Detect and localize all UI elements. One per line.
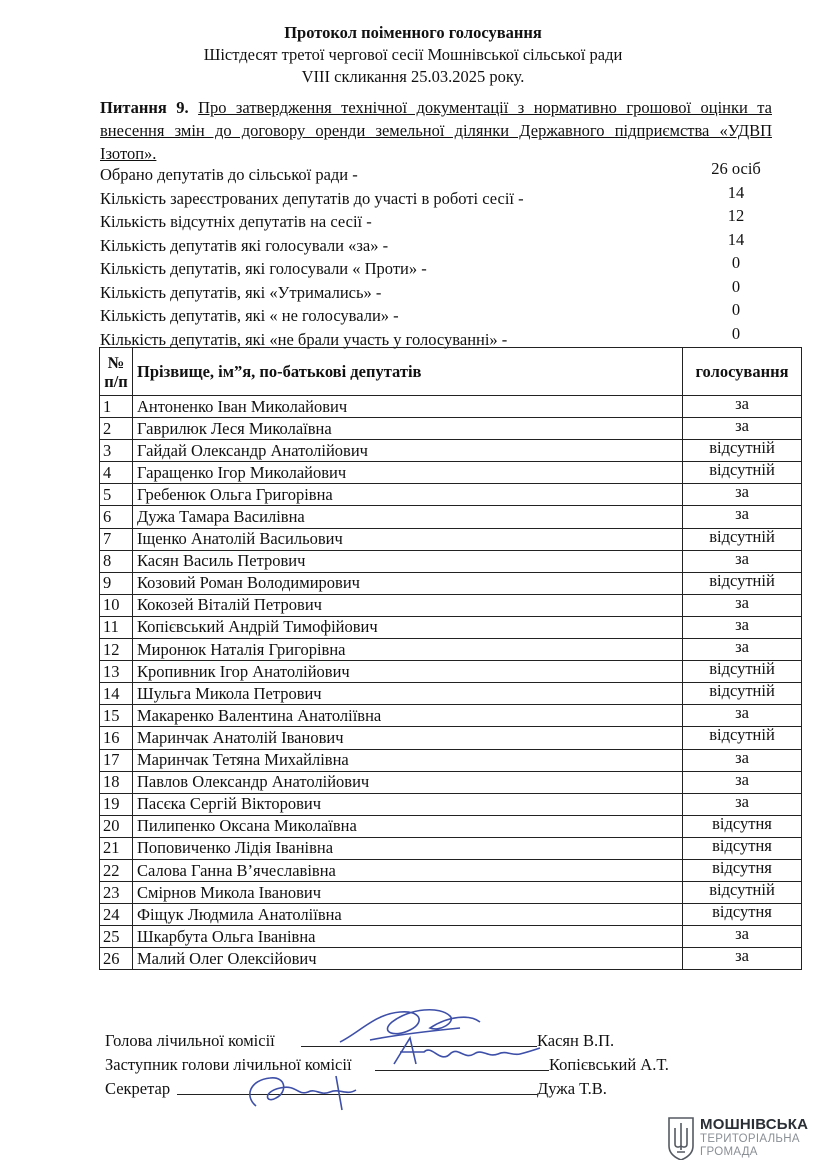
deputy-vote: за bbox=[683, 639, 802, 661]
deputy-name: Козовий Роман Володимирович bbox=[133, 572, 683, 594]
deputy-number: 22 bbox=[100, 859, 133, 881]
deputy-number: 16 bbox=[100, 727, 133, 749]
stat-value: 0 bbox=[731, 300, 741, 319]
signature-role: Голова лічильної комісії bbox=[105, 1031, 275, 1050]
deputy-name: Гаращенко Ігор Миколайович bbox=[133, 462, 683, 484]
table-row bbox=[100, 661, 802, 683]
trident-emblem-icon bbox=[666, 1116, 696, 1160]
table-row bbox=[100, 639, 802, 661]
table-row bbox=[100, 948, 802, 970]
deputy-vote: за bbox=[683, 948, 802, 970]
deputy-name: Миронюк Наталія Григорівна bbox=[133, 639, 683, 661]
table-body bbox=[100, 396, 802, 970]
stat-value: 26 осіб bbox=[711, 159, 761, 178]
stat-label: Кількість депутатів, які голосували « Проти» - bbox=[100, 259, 427, 278]
deputy-number: 8 bbox=[100, 550, 133, 572]
question-text: Про затвердження технічної документації з нормативно грошової оцінки та внесення змін до договору оренди земельної ділянки Державного підприємства «УДВП Ізотоп». bbox=[100, 98, 772, 163]
deputy-number: 23 bbox=[100, 882, 133, 904]
deputy-vote: за bbox=[683, 484, 802, 506]
deputy-name: Іщенко Анатолій Васильович bbox=[133, 528, 683, 550]
stat-row bbox=[100, 253, 800, 281]
deputy-number: 26 bbox=[100, 948, 133, 970]
table-row bbox=[100, 793, 802, 815]
deputy-number: 25 bbox=[100, 926, 133, 948]
number-header-line1: № bbox=[107, 352, 125, 372]
deputy-number: 6 bbox=[100, 506, 133, 528]
table-row bbox=[100, 506, 802, 528]
deputy-vote: за bbox=[683, 594, 802, 616]
deputy-number: 24 bbox=[100, 904, 133, 926]
deputy-vote: відсутня bbox=[683, 815, 802, 837]
table-row bbox=[100, 926, 802, 948]
name-column-header: Прізвище, ім”я, по-батькові депутатів bbox=[133, 348, 683, 396]
deputy-number: 2 bbox=[100, 418, 133, 440]
vote-statistics bbox=[100, 159, 800, 351]
deputy-name: Маринчак Тетяна Михайлівна bbox=[133, 749, 683, 771]
stat-label: Кількість депутатів які голосували «за» - bbox=[100, 235, 389, 255]
table-row bbox=[100, 528, 802, 550]
convocation-date-line: VIII скликання 25.03.2025 року. bbox=[301, 67, 525, 86]
deputy-vote: відсутній bbox=[683, 661, 802, 683]
deputy-name: Пилипенко Оксана Миколаївна bbox=[133, 815, 683, 837]
deputy-number: 18 bbox=[100, 771, 133, 793]
deputy-vote: відсутній bbox=[683, 462, 802, 484]
deputy-name: Маринчак Анатолій Іванович bbox=[133, 727, 683, 749]
deputy-name: Малий Олег Олексійович bbox=[133, 948, 683, 970]
document-title: Протокол поіменного голосування bbox=[284, 23, 542, 42]
stat-value: 14 bbox=[727, 182, 745, 202]
table-row bbox=[100, 837, 802, 859]
table-row bbox=[100, 904, 802, 926]
deputy-vote: за bbox=[683, 506, 802, 528]
table-row bbox=[100, 683, 802, 705]
deputy-name: Смірнов Микола Іванович bbox=[133, 882, 683, 904]
table-row bbox=[100, 749, 802, 771]
table-row bbox=[100, 727, 802, 749]
question-number: Питання 9. bbox=[100, 98, 189, 117]
table-row bbox=[100, 418, 802, 440]
stat-row bbox=[100, 206, 800, 234]
deputy-vote: за bbox=[683, 771, 802, 793]
deputy-vote: відсутній bbox=[683, 882, 802, 904]
deputy-vote: відсутній bbox=[683, 727, 802, 749]
deputy-vote: за bbox=[683, 749, 802, 771]
deputy-name: Гаврилюк Леся Миколаївна bbox=[133, 418, 683, 440]
deputy-name: Касян Василь Петрович bbox=[133, 550, 683, 572]
deputy-vote: відсутня bbox=[683, 837, 802, 859]
stat-row bbox=[100, 182, 800, 211]
deputy-name: Копієвський Андрій Тимофійович bbox=[133, 616, 683, 638]
stat-label: Кількість відсутніх депутатів на сесії - bbox=[100, 212, 372, 231]
number-column-header bbox=[100, 348, 133, 396]
table-row bbox=[100, 440, 802, 462]
roll-call-table bbox=[99, 347, 802, 970]
stat-row bbox=[100, 276, 800, 305]
stat-value: 0 bbox=[731, 276, 741, 296]
signature-line-secretary bbox=[105, 1078, 725, 1100]
deputy-name: Кокозей Віталій Петрович bbox=[133, 594, 683, 616]
deputy-vote: відсутній bbox=[683, 683, 802, 705]
deputy-number: 11 bbox=[100, 616, 133, 638]
stat-row bbox=[100, 229, 800, 258]
deputy-number: 1 bbox=[100, 396, 133, 418]
vote-column-header: голосування bbox=[683, 348, 802, 396]
table-row bbox=[100, 771, 802, 793]
deputy-number: 7 bbox=[100, 528, 133, 550]
table-row bbox=[100, 572, 802, 594]
logo-subtitle-2: ГРОМАДА bbox=[700, 1146, 758, 1158]
signature-name: Дужа Т.В. bbox=[537, 1079, 607, 1098]
deputy-number: 10 bbox=[100, 594, 133, 616]
deputy-name: Макаренко Валентина Анатоліївна bbox=[133, 705, 683, 727]
stat-value: 0 bbox=[731, 253, 741, 272]
deputy-vote: відсутня bbox=[683, 904, 802, 926]
table-row bbox=[100, 705, 802, 727]
deputy-name: Антоненко Іван Миколайович bbox=[133, 396, 683, 418]
deputy-vote: відсутній bbox=[683, 572, 802, 594]
deputy-vote: за bbox=[683, 396, 802, 418]
signature-name: Касян В.П. bbox=[537, 1031, 615, 1050]
stat-label: Кількість зареєстрованих депутатів до участі в роботі сесії - bbox=[100, 188, 524, 208]
table-row bbox=[100, 484, 802, 506]
deputy-name: Шульга Микола Петрович bbox=[133, 683, 683, 705]
agenda-question bbox=[100, 96, 772, 165]
community-logo bbox=[666, 1114, 816, 1162]
deputy-number: 21 bbox=[100, 837, 133, 859]
deputy-number: 4 bbox=[100, 462, 133, 484]
deputy-number: 20 bbox=[100, 815, 133, 837]
logo-title: МОШНІВСЬКА bbox=[700, 1116, 809, 1133]
deputy-name: Шкарбута Ольга Іванівна bbox=[133, 926, 683, 948]
deputy-vote: за bbox=[683, 418, 802, 440]
deputy-number: 12 bbox=[100, 639, 133, 661]
deputy-name: Гайдай Олександр Анатолійович bbox=[133, 440, 683, 462]
table-row bbox=[100, 594, 802, 616]
logo-subtitle: ТЕРИТОРІАЛЬНА bbox=[700, 1133, 800, 1145]
table-row bbox=[100, 396, 802, 418]
deputy-number: 5 bbox=[100, 484, 133, 506]
stat-label: Кількість депутатів, які «Утримались» - bbox=[100, 282, 382, 302]
deputy-number: 3 bbox=[100, 440, 133, 462]
deputy-name: Поповиченко Лідія Іванівна bbox=[133, 837, 683, 859]
deputy-vote: відсутній bbox=[683, 440, 802, 462]
deputy-name: Гребенюк Ольга Григорівна bbox=[133, 484, 683, 506]
deputy-vote: за bbox=[683, 705, 802, 727]
handwritten-signature-deputy-chair bbox=[380, 1034, 550, 1074]
handwritten-signature-secretary bbox=[236, 1066, 386, 1116]
deputy-vote: за bbox=[683, 793, 802, 815]
deputy-name: Дужа Тамара Василівна bbox=[133, 506, 683, 528]
stat-value: 0 bbox=[731, 323, 741, 343]
document-header bbox=[0, 22, 826, 88]
deputy-number: 9 bbox=[100, 572, 133, 594]
stat-row bbox=[100, 300, 800, 328]
number-header-line2: п/п bbox=[104, 371, 128, 391]
deputy-number: 13 bbox=[100, 661, 133, 683]
deputy-name: Кропивник Ігор Анатолійович bbox=[133, 661, 683, 683]
deputy-name: Фіщук Людмила Анатоліївна bbox=[133, 904, 683, 926]
table-header-row bbox=[100, 348, 802, 396]
table-row bbox=[100, 859, 802, 881]
table-row bbox=[100, 815, 802, 837]
deputy-number: 14 bbox=[100, 683, 133, 705]
deputy-number: 15 bbox=[100, 705, 133, 727]
stat-row bbox=[100, 159, 800, 187]
stat-label: Кількість депутатів, які « не голосували» - bbox=[100, 306, 399, 325]
table-row bbox=[100, 616, 802, 638]
deputy-name: Павлов Олександр Анатолійович bbox=[133, 771, 683, 793]
signature-name: Копієвський А.Т. bbox=[549, 1055, 669, 1074]
signature-role: Секретар bbox=[105, 1079, 171, 1098]
deputy-name: Салова Ганна В’ячеславівна bbox=[133, 859, 683, 881]
session-line: Шістдесят третої чергової сесії Мошнівської сільської ради bbox=[203, 45, 623, 64]
stat-label: Обрано депутатів до сільської ради - bbox=[100, 165, 358, 184]
stat-value: 14 bbox=[727, 229, 745, 249]
table-row bbox=[100, 462, 802, 484]
stat-value: 12 bbox=[727, 206, 745, 225]
signature-role: Заступник голови лічильної комісії bbox=[105, 1055, 352, 1074]
deputy-vote: за bbox=[683, 926, 802, 948]
deputy-vote: за bbox=[683, 616, 802, 638]
table-row bbox=[100, 550, 802, 572]
table-row bbox=[100, 882, 802, 904]
deputy-vote: відсутня bbox=[683, 859, 802, 881]
deputy-vote: за bbox=[683, 550, 802, 572]
stat-label: Кількість депутатів, які «не брали участь у голосуванні» - bbox=[100, 329, 508, 349]
deputy-number: 19 bbox=[100, 793, 133, 815]
deputy-name: Пасєка Сергій Вікторович bbox=[133, 793, 683, 815]
deputy-number: 17 bbox=[100, 749, 133, 771]
deputy-vote: відсутній bbox=[683, 528, 802, 550]
